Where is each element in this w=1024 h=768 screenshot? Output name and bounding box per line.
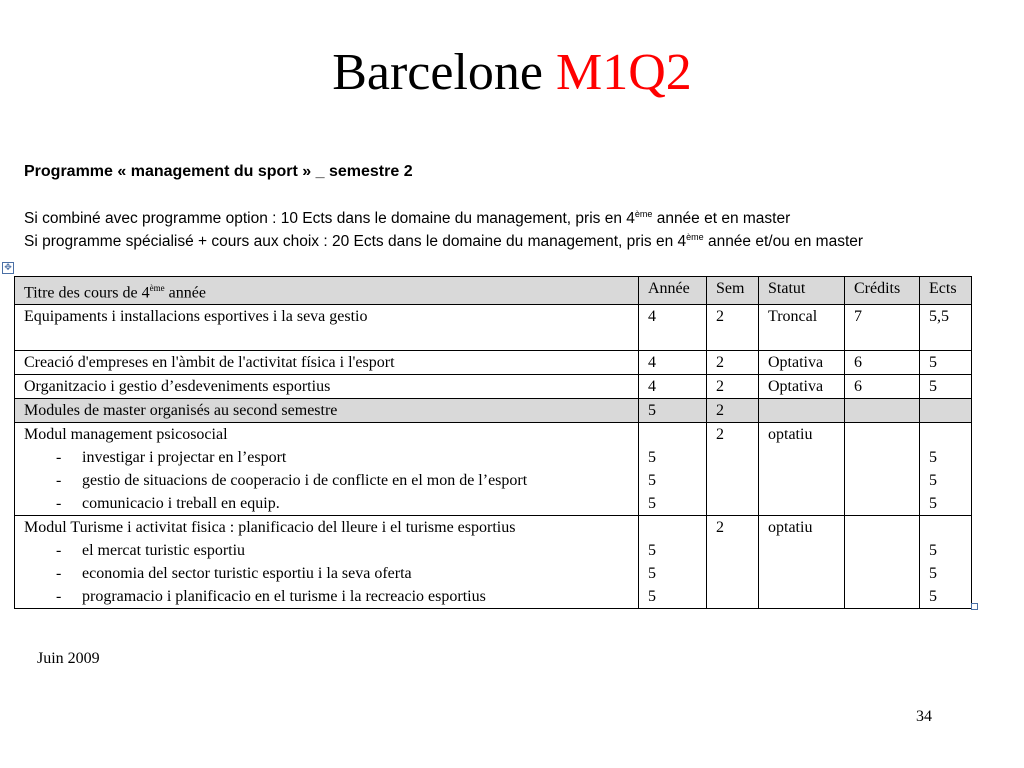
table-row-section	[15, 399, 972, 423]
line-text: année et en master	[652, 210, 791, 228]
list-item: - investigar i projectar en l’esport	[24, 446, 638, 469]
course-table	[14, 276, 972, 609]
value: 5	[929, 495, 937, 513]
cell-sem: 2	[707, 351, 759, 375]
cell-credits: 6	[845, 375, 920, 399]
cell-ects	[920, 516, 972, 609]
cell-title: Organitzacio i gestio d’esdeveniments esportius	[15, 375, 639, 399]
header-statut: Statut	[759, 277, 845, 305]
cell-statut	[759, 399, 845, 423]
document-heading: Programme « management du sport » _ semestre 2	[24, 163, 413, 180]
cell-annee	[639, 516, 707, 609]
table-header-row	[15, 277, 972, 305]
cell-ects: 5	[920, 375, 972, 399]
list-item: - gestio de situacions de cooperacio i de conflicte en el mon de l’esport	[24, 469, 638, 492]
module-title: Modul management psicosocial	[24, 426, 228, 444]
value: 5	[929, 565, 937, 583]
document-line-option	[24, 209, 790, 228]
superscript: ème	[634, 209, 653, 219]
table-move-handle-icon[interactable]: ✥	[2, 262, 14, 274]
header-sem: Sem	[707, 277, 759, 305]
value: 5	[929, 588, 937, 606]
value: 5	[929, 542, 937, 560]
cell-title: Creació d'empreses en l'àmbit de l'activitat física i l'esport	[15, 351, 639, 375]
list-item: - economia del sector turistic esportiu i la seva oferta	[24, 562, 638, 585]
cell-annee: 5	[639, 399, 707, 423]
module-course-list	[24, 446, 638, 515]
header-annee: Année	[639, 277, 707, 305]
cell-credits: 6	[845, 351, 920, 375]
module-course-list	[24, 539, 638, 608]
value: 5	[648, 449, 656, 467]
cell-title: Equipaments i installacions esportives i la seva gestio	[15, 305, 639, 351]
value: 5	[929, 472, 937, 490]
slide-title	[0, 38, 1024, 108]
cell-sem: 2	[707, 375, 759, 399]
line-text: année et/ou en master	[703, 233, 864, 251]
cell-ects	[920, 423, 972, 516]
list-item: - comunicacio i treball en equip.	[24, 492, 638, 515]
cell-sem: 2	[707, 423, 759, 516]
list-item: - el mercat turistic esportiu	[24, 539, 638, 562]
table-resize-handle[interactable]	[971, 603, 978, 610]
table-row	[15, 375, 972, 399]
value: 5	[648, 472, 656, 490]
value: 5	[929, 449, 937, 467]
cell-statut: optatiu	[759, 423, 845, 516]
line-text: Si combiné avec programme option : 10 Ects dans le domaine du management, pris en 4	[24, 210, 635, 228]
header-credits: Crédits	[845, 277, 920, 305]
slide-title-accent: M1Q2	[555, 44, 692, 101]
value: 5	[648, 588, 656, 606]
page-number: 34	[916, 708, 932, 725]
cell-sem: 2	[707, 305, 759, 351]
cell-credits	[845, 399, 920, 423]
document-line-specialise	[24, 232, 863, 251]
table-row	[15, 351, 972, 375]
cell-statut: Optativa	[759, 351, 845, 375]
slide-title-main: Barcelone	[332, 44, 543, 101]
cell-module	[15, 516, 639, 609]
cell-sem: 2	[707, 399, 759, 423]
cell-annee	[639, 423, 707, 516]
superscript: ème	[149, 283, 165, 293]
cell-statut: Optativa	[759, 375, 845, 399]
cell-module	[15, 423, 639, 516]
cell-sem: 2	[707, 516, 759, 609]
cell-statut: Troncal	[759, 305, 845, 351]
table-row-module	[15, 516, 972, 609]
superscript: ème	[686, 232, 704, 242]
cell-credits	[845, 423, 920, 516]
cell-annee: 4	[639, 375, 707, 399]
table-row-module	[15, 423, 972, 516]
table-row	[15, 305, 972, 351]
footer-date: Juin 2009	[37, 650, 100, 667]
cell-title: Modules de master organisés au second semestre	[15, 399, 639, 423]
cell-ects: 5	[920, 351, 972, 375]
module-title: Modul Turisme i activitat fisica : planificacio del lleure i el turisme esportius	[24, 519, 516, 537]
cell-credits: 7	[845, 305, 920, 351]
cell-annee: 4	[639, 305, 707, 351]
cell-annee: 4	[639, 351, 707, 375]
cell-credits	[845, 516, 920, 609]
list-item: - programacio i planificacio en el turisme i la recreacio esportius	[24, 585, 638, 608]
value: 5	[648, 542, 656, 560]
value: 5	[648, 495, 656, 513]
cell-ects: 5,5	[920, 305, 972, 351]
line-text: Si programme spécialisé + cours aux choix : 20 Ects dans le domaine du management, pris en 4	[24, 233, 687, 251]
header-title-text: Titre des cours de 4	[24, 284, 150, 302]
header-title-text: année	[164, 284, 206, 302]
value: 5	[648, 565, 656, 583]
header-ects: Ects	[920, 277, 972, 305]
cell-statut: optatiu	[759, 516, 845, 609]
cell-ects	[920, 399, 972, 423]
header-title	[15, 277, 639, 305]
